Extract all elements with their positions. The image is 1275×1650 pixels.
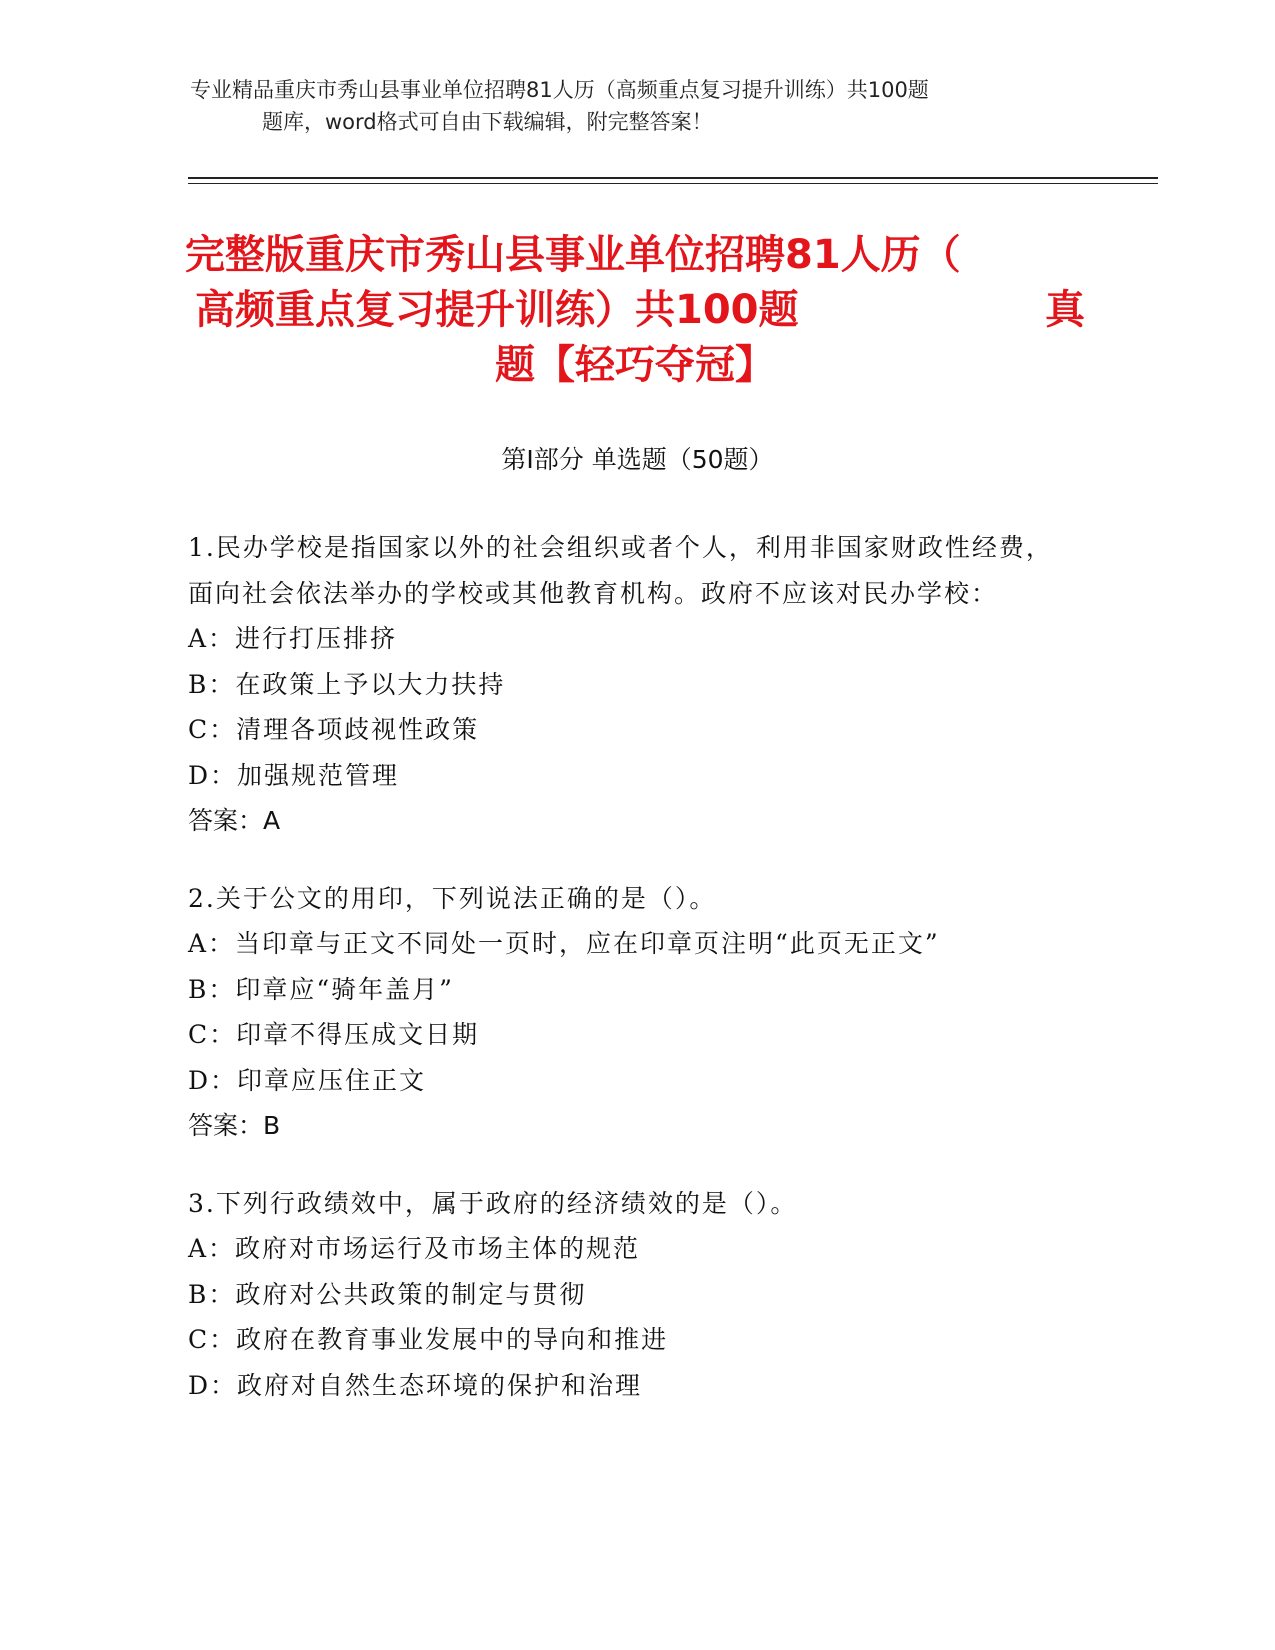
option-d: D：印章应压住正文 — [188, 1065, 427, 1095]
title-line-2-end: 真 — [1045, 287, 1085, 333]
answer: 答案：B — [188, 1111, 281, 1140]
title-line-1: 完整版重庆市秀山县事业单位招聘81人历（ — [185, 232, 961, 278]
option-a: A：进行打压排挤 — [188, 624, 398, 653]
question-1 — [188, 525, 1068, 844]
option-b: B：在政策上予以大力扶持 — [188, 669, 506, 699]
option-d: D：加强规范管理 — [188, 760, 400, 790]
answer: 答案：A — [188, 806, 281, 835]
title-line-3: 题【轻巧夺冠】 — [495, 342, 775, 388]
header-divider-thick — [188, 177, 1158, 179]
question-2 — [188, 876, 1068, 1149]
question-3 — [188, 1181, 1068, 1409]
document-title — [185, 228, 1085, 393]
header-line-2: 题库，word格式可自由下载编辑，附完整答案！ — [262, 110, 713, 134]
option-c: C：印章不得压成文日期 — [188, 1020, 480, 1049]
option-a: A：当印章与正文不同处一页时，应在印章页注明“此页无正文” — [188, 929, 940, 958]
question-stem: 1.民办学校是指国家以外的社会组织或者个人，利用非国家财政性经费，面向社会依法举办的学校或其他教育机构。政府不应该对民办学校： — [188, 533, 1053, 608]
title-line-2 — [185, 283, 1085, 338]
option-d: D：政府对自然生态环境的保护和治理 — [188, 1370, 643, 1400]
option-c: C：清理各项歧视性政策 — [188, 715, 480, 744]
option-c: C：政府在教育事业发展中的导向和推进 — [188, 1325, 669, 1354]
question-stem: 3.下列行政绩效中，属于政府的经济绩效的是（）。 — [188, 1188, 798, 1218]
option-b: B：印章应“骑年盖月” — [188, 974, 454, 1004]
question-stem: 2.关于公文的用印，下列说法正确的是（）。 — [188, 883, 717, 913]
page-header — [190, 74, 1090, 138]
option-a: A：政府对市场运行及市场主体的规范 — [188, 1234, 641, 1263]
section-title: 第Ⅰ部分 单选题（50题） — [501, 445, 774, 474]
option-b: B：政府对公共政策的制定与贯彻 — [188, 1279, 587, 1309]
header-line-1: 专业精品重庆市秀山县事业单位招聘81人历（高频重点复习提升训练）共100题 — [190, 78, 929, 102]
title-line-2-main: 高频重点复习提升训练）共100题 — [195, 287, 799, 333]
question-list — [188, 525, 1068, 1440]
header-divider-thin — [188, 183, 1158, 184]
